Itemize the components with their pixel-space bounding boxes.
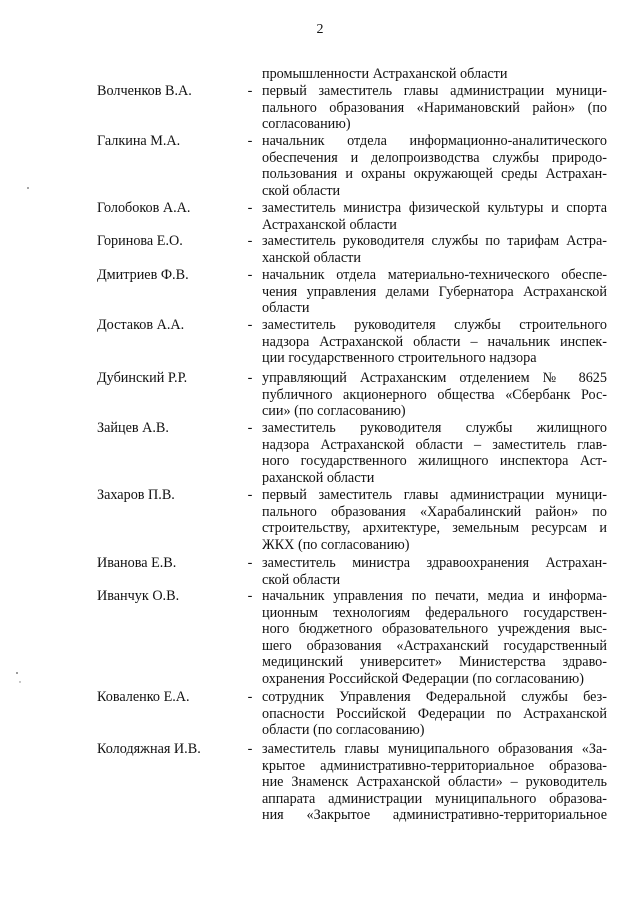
role-line: обеспечения и делопроизводства службы природо-: [262, 149, 607, 166]
dash-separator: -: [247, 689, 253, 705]
role-line: начальник отдела материально-технического обеспе-: [262, 267, 607, 283]
role-line: заместитель министра физической культуры и спорта: [262, 200, 607, 216]
role-line: пального образования «Харабалинский район» по: [262, 503, 607, 520]
role-line: ние Знаменск Астраханской области» – руководитель: [262, 774, 607, 791]
role-line: ного государственного жилищного инспектора Аст-: [262, 453, 607, 470]
member-role: [262, 83, 607, 133]
dash-separator: -: [247, 83, 253, 99]
member-name: Коваленко Е.А.: [97, 689, 190, 705]
role-line: ханской области: [262, 249, 361, 266]
role-line: ской области: [262, 571, 341, 588]
member-name: Галкина М.А.: [97, 133, 181, 149]
role-line: начальник отдела информационно-аналитического: [262, 133, 607, 149]
role-line: заместитель главы муниципального образования «За-: [262, 741, 607, 757]
member-name: Колодяжная И.В.: [97, 741, 201, 757]
member-role: [262, 487, 607, 553]
dash-separator: -: [247, 200, 253, 216]
member-name: Иванова Е.В.: [97, 555, 177, 571]
member-role: [262, 689, 607, 739]
role-line: сии» (по согласованию): [262, 403, 406, 420]
continuation-line: промышленности Астраханской области: [262, 66, 508, 82]
role-line: области (по согласованию): [262, 722, 425, 739]
role-line: согласованию): [262, 116, 351, 133]
role-line: первый заместитель главы администрации муници-: [262, 83, 607, 99]
member-role: [262, 233, 607, 266]
role-line: области: [262, 300, 310, 317]
dash-separator: -: [247, 317, 253, 333]
member-name: Дубинский Р.Р.: [97, 370, 188, 386]
member-role: [262, 133, 607, 199]
role-line: надзора Астраханской области – начальник инспек-: [262, 333, 607, 350]
role-line: охранения Российской Федерации (по согласованию): [262, 670, 584, 687]
member-name: Дмитриев Ф.В.: [97, 267, 189, 283]
member-role: [262, 741, 607, 824]
dash-separator: -: [247, 133, 253, 149]
member-name: Голобоков А.А.: [97, 200, 191, 216]
role-line: крытое административно-территориальное образова-: [262, 757, 607, 774]
role-line: сотрудник Управления Федеральной службы без-: [262, 689, 607, 705]
dash-separator: -: [247, 588, 253, 604]
role-line: ЖКХ (по согласованию): [262, 536, 410, 553]
member-name: Захаров П.В.: [97, 487, 175, 503]
role-line: пользования и охраны окружающей среды Астрахан-: [262, 166, 607, 183]
dash-separator: -: [247, 233, 253, 249]
member-role: [262, 588, 607, 688]
role-line: ской области: [262, 182, 341, 199]
role-line: медицинский университет» Министерства здраво-: [262, 654, 607, 671]
role-line: ции государственного строительного надзора: [262, 350, 537, 367]
member-role: [262, 420, 607, 486]
role-line: заместитель руководителя службы строительного: [262, 317, 607, 333]
dash-separator: -: [247, 555, 253, 571]
role-line: надзора Астраханской области – заместитель глав-: [262, 436, 607, 453]
member-role: [262, 555, 607, 588]
role-line: Астраханской области: [262, 216, 397, 233]
role-line: аппарата администрации муниципального образова-: [262, 790, 607, 807]
page-number: 2: [316, 22, 324, 37]
member-role: [262, 267, 607, 317]
role-line: ния «Закрытое административно-территориальное: [262, 807, 607, 824]
dash-separator: -: [247, 370, 253, 386]
dash-separator: -: [247, 487, 253, 503]
role-line: опасности Российской Федерации по Астраханской: [262, 705, 607, 722]
member-name: Достаков А.А.: [97, 317, 185, 333]
member-name: Горинова Е.О.: [97, 233, 183, 249]
member-role: [262, 200, 607, 233]
member-name: Иванчук О.В.: [97, 588, 180, 604]
role-line: ного бюджетного образовательного учреждения выс-: [262, 621, 607, 638]
role-line: заместитель руководителя службы жилищного: [262, 420, 607, 436]
member-name: Зайцев А.В.: [97, 420, 169, 436]
member-role: [262, 317, 607, 367]
role-line: ционным технологиям федерального государствен-: [262, 604, 607, 621]
dash-separator: -: [247, 267, 253, 283]
role-line: заместитель руководителя службы по тарифам Астра-: [262, 233, 607, 249]
dash-separator: -: [247, 420, 253, 436]
role-line: начальник управления по печати, медиа и информа-: [262, 588, 607, 604]
role-line: шего образования «Астраханский государственный: [262, 637, 607, 654]
role-line: управляющий Астраханским отделением № 8625: [262, 370, 607, 386]
role-line: раханской области: [262, 469, 375, 486]
role-line: заместитель министра здравоохранения Астрахан-: [262, 555, 607, 571]
role-line: пального образования «Наримановский район» (по: [262, 99, 607, 116]
role-line: строительству, архитектуре, земельным ресурсам и: [262, 520, 607, 537]
member-name: Волченков В.А.: [97, 83, 192, 99]
role-line: публичного акционерного общества «Сбербанк Рос-: [262, 386, 607, 403]
dash-separator: -: [247, 741, 253, 757]
role-line: чения управления делами Губернатора Астраханской: [262, 283, 607, 300]
member-role: [262, 370, 607, 420]
role-line: первый заместитель главы администрации муници-: [262, 487, 607, 503]
